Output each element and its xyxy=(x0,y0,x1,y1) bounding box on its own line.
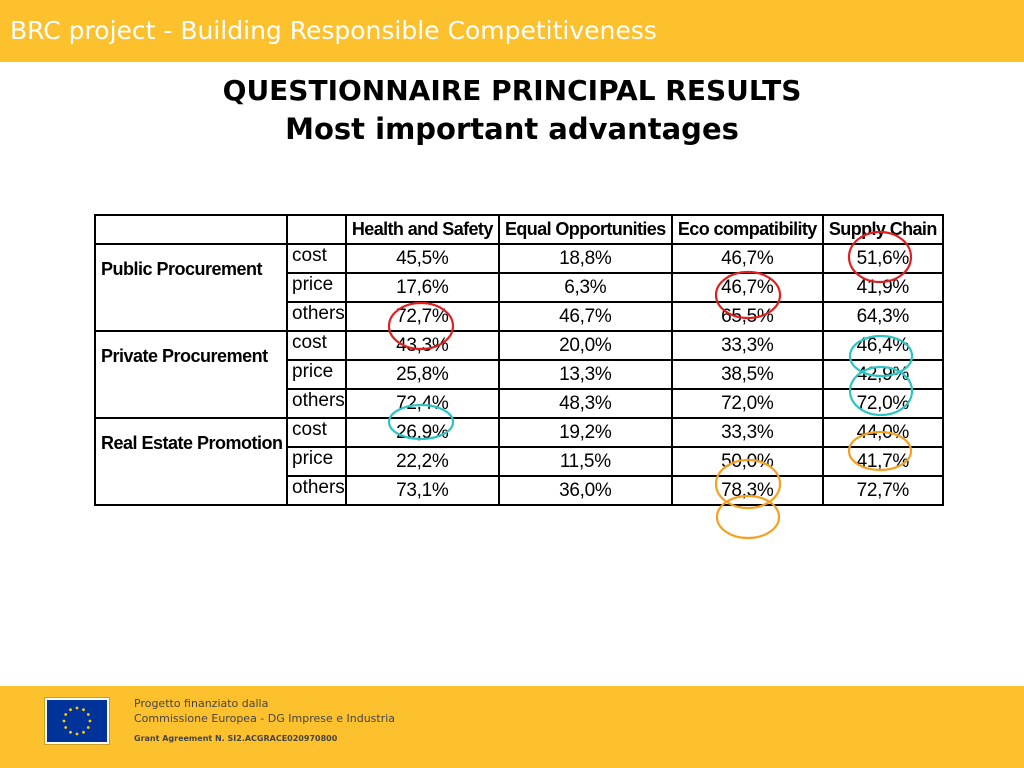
results-table xyxy=(94,214,944,506)
group-label-public-procurement: Public Procurement xyxy=(95,244,287,331)
slide-title xyxy=(0,72,1024,148)
empty-label-header-cell xyxy=(287,215,346,244)
value-cell: 46,7% xyxy=(499,302,672,331)
value-cell: 46,7% xyxy=(672,273,823,302)
value-cell: 20,0% xyxy=(499,331,672,360)
value-cell: 41,9% xyxy=(823,273,943,302)
empty-corner-cell xyxy=(95,215,287,244)
column-header: Supply Chain xyxy=(823,215,943,244)
value-cell: 72,4% xyxy=(346,389,499,418)
row-label: others xyxy=(287,302,346,331)
row-label: price xyxy=(287,360,346,389)
value-cell: 17,6% xyxy=(346,273,499,302)
value-cell: 64,3% xyxy=(823,302,943,331)
value-cell: 19,2% xyxy=(499,418,672,447)
column-header: Eco compatibility xyxy=(672,215,823,244)
value-cell: 46,4% xyxy=(823,331,943,360)
column-header: Health and Safety xyxy=(346,215,499,244)
value-cell: 51,6% xyxy=(823,244,943,273)
value-cell: 44,0% xyxy=(823,418,943,447)
row-label: price xyxy=(287,273,346,302)
value-cell: 18,8% xyxy=(499,244,672,273)
value-cell: 46,7% xyxy=(672,244,823,273)
column-header: Equal Opportunities xyxy=(499,215,672,244)
funding-line-1: Progetto finanziato dalla xyxy=(134,697,269,710)
title-line-1: QUESTIONNAIRE PRINCIPAL RESULTS xyxy=(222,74,802,107)
value-cell: 72,0% xyxy=(672,389,823,418)
eu-flag-icon xyxy=(45,698,109,744)
value-cell: 41,7% xyxy=(823,447,943,476)
value-cell: 22,2% xyxy=(346,447,499,476)
value-cell: 65,5% xyxy=(672,302,823,331)
grant-agreement: Grant Agreement N. SI2.ACGRACE020970800 xyxy=(134,734,338,743)
value-cell: 48,3% xyxy=(499,389,672,418)
value-cell: 72,7% xyxy=(346,302,499,331)
table-header-row xyxy=(95,215,943,244)
row-label: price xyxy=(287,447,346,476)
value-cell: 36,0% xyxy=(499,476,672,505)
header-bar xyxy=(0,0,1024,62)
row-label: cost xyxy=(287,244,346,273)
value-cell: 72,0% xyxy=(823,389,943,418)
row-label: cost xyxy=(287,418,346,447)
title-line-2: Most important advantages xyxy=(285,112,739,146)
value-cell: 43,3% xyxy=(346,331,499,360)
table-row xyxy=(95,331,943,360)
funding-notice xyxy=(134,696,395,746)
value-cell: 72,7% xyxy=(823,476,943,505)
value-cell: 42,9% xyxy=(823,360,943,389)
value-cell: 33,3% xyxy=(672,331,823,360)
row-label: cost xyxy=(287,331,346,360)
value-cell: 73,1% xyxy=(346,476,499,505)
row-label: others xyxy=(287,389,346,418)
value-cell: 26,9% xyxy=(346,418,499,447)
group-label-private-procurement: Private Procurement xyxy=(95,331,287,418)
value-cell: 11,5% xyxy=(499,447,672,476)
funding-line-2: Commissione Europea - DG Imprese e Industria xyxy=(134,712,396,725)
value-cell: 50,0% xyxy=(672,447,823,476)
value-cell: 25,8% xyxy=(346,360,499,389)
table-row xyxy=(95,418,943,447)
value-cell: 6,3% xyxy=(499,273,672,302)
value-cell: 38,5% xyxy=(672,360,823,389)
value-cell: 45,5% xyxy=(346,244,499,273)
group-label-real-estate-promotion: Real Estate Promotion xyxy=(95,418,287,505)
value-cell: 33,3% xyxy=(672,418,823,447)
table-row xyxy=(95,244,943,273)
value-cell: 78,3% xyxy=(672,476,823,505)
value-cell: 13,3% xyxy=(499,360,672,389)
row-label: others xyxy=(287,476,346,505)
footer-bar xyxy=(0,686,1024,768)
header-title: BRC project - Building Responsible Competitiveness xyxy=(10,16,657,45)
